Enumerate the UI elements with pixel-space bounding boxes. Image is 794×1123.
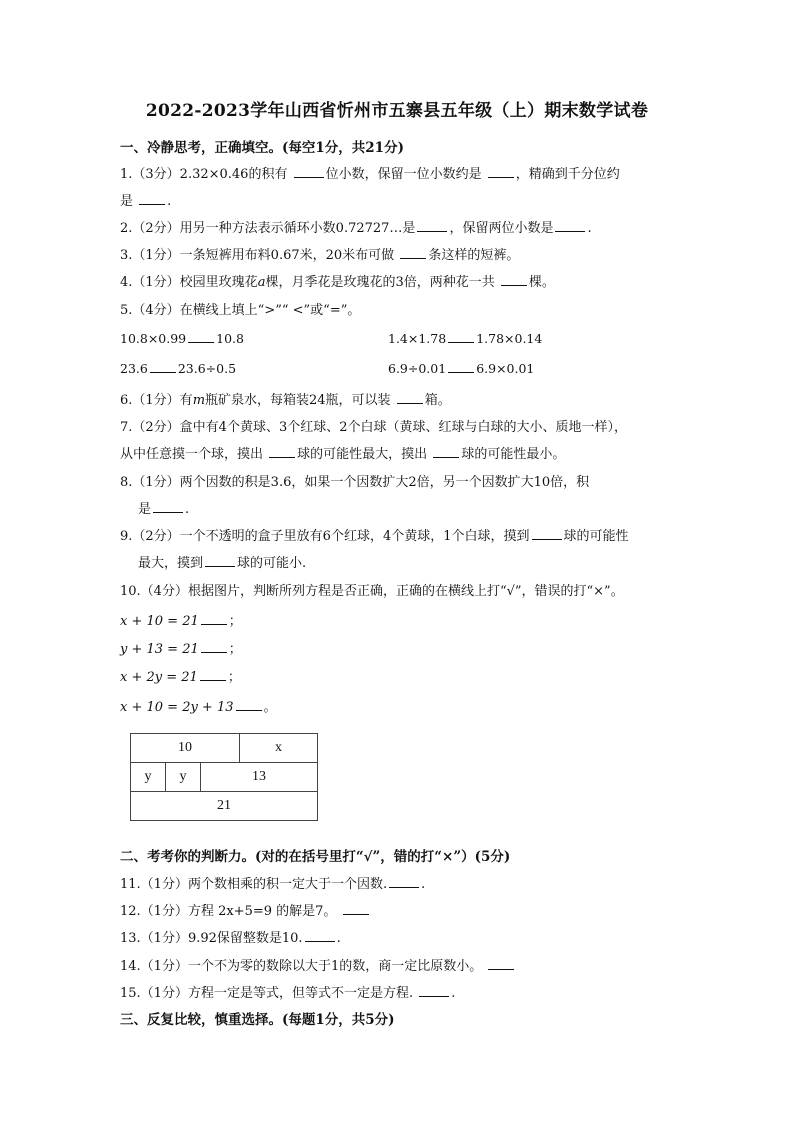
question-3: 3.（1分）一条短裤用布料0.67米，20米布可做 条这样的短裤。: [120, 248, 520, 263]
answer-blank[interactable]: [201, 640, 227, 653]
answer-blank[interactable]: [400, 246, 426, 259]
q5-row1-right: 1.4×1.78 1.78×0.14: [388, 331, 543, 346]
question-2: 2.（2分）用另一种方法表示循环小数0.72727…是 ，保留两位小数是 .: [120, 221, 592, 236]
q5-row2-left: 23.6 23.6÷0.5: [120, 361, 237, 376]
figure-cell-y: y: [131, 763, 166, 792]
answer-blank[interactable]: [150, 360, 176, 373]
answer-blank[interactable]: [200, 668, 226, 681]
q10-eq3: x + 2y = 21 ；: [120, 670, 241, 685]
answer-blank[interactable]: [188, 330, 214, 343]
answer-blank[interactable]: [448, 330, 474, 343]
answer-blank[interactable]: [501, 273, 527, 286]
question-4: 4.（1分）校园里玫瑰花a棵，月季花是玫瑰花的3倍，两种花一共 棵。: [120, 275, 555, 290]
question-9: 9.（2分）一个不透明的盒子里放有6个红球，4个黄球，1个白球，摸到 球的可能性: [120, 529, 629, 544]
answer-blank[interactable]: [417, 219, 447, 232]
question-8: 8.（1分）两个因数的积是3.6，如果一个因数扩大2倍，另一个因数扩大10倍，积: [120, 475, 590, 490]
q10-eq2: y + 13 = 21 ；: [120, 642, 242, 657]
question-7: 7.（2分）盒中有4个黄球、3个红球、2个白球（黄球、红球与白球的大小、质地一样），: [120, 420, 627, 435]
section-2-heading: 二、考考你的判断力。(对的在括号里打“√”，错的打“×”）(5分): [120, 849, 511, 865]
q5-row2-right: 6.9÷0.01 6.9×0.01: [388, 361, 535, 376]
question-13: 13.（1分）9.92保留整数是10. .: [120, 931, 341, 946]
answer-blank[interactable]: [139, 192, 165, 205]
answer-blank[interactable]: [269, 445, 295, 458]
answer-blank[interactable]: [305, 929, 335, 942]
figure-cell-10: 10: [131, 734, 240, 763]
figure-cell-x: x: [240, 734, 318, 763]
answer-blank[interactable]: [448, 360, 474, 373]
answer-blank[interactable]: [419, 984, 449, 997]
answer-blank[interactable]: [555, 219, 585, 232]
section-3-heading: 三、反复比较，慎重选择。(每题1分，共5分): [120, 1012, 395, 1028]
question-6: 6.（1分）有m瓶矿泉水，每箱装24瓶，可以装 箱。: [120, 393, 451, 408]
question-8-cont: 是 .: [138, 502, 190, 517]
answer-blank[interactable]: [389, 875, 419, 888]
answer-blank[interactable]: [532, 527, 562, 540]
question-1-cont: 是 .: [120, 194, 172, 209]
figure-cell-21: 21: [131, 792, 318, 821]
question-14: 14.（1分）一个不为零的数除以大于1的数，商一定比原数小。: [120, 955, 516, 974]
section-1-heading: 一、冷静思考，正确填空。(每空1分，共21分): [120, 140, 404, 156]
q10-eq1: x + 10 = 21 ；: [120, 614, 242, 629]
answer-blank[interactable]: [236, 698, 262, 711]
question-9-cont: 最大，摸到 球的可能小.: [138, 556, 307, 571]
q5-row1-left: 10.8×0.99 10.8: [120, 331, 244, 346]
answer-blank[interactable]: [488, 957, 514, 970]
figure-cell-y: y: [166, 763, 201, 792]
answer-blank[interactable]: [294, 165, 324, 178]
answer-blank[interactable]: [201, 612, 227, 625]
question-7-cont: 从中任意摸一个球，摸出 球的可能性最大，摸出 球的可能性最小。: [120, 447, 566, 462]
answer-blank[interactable]: [343, 902, 369, 915]
question-11: 11.（1分）两个数相乘的积一定大于一个因数. .: [120, 877, 426, 892]
answer-blank[interactable]: [205, 554, 235, 567]
question-12: 12.（1分）方程 2x+5=9 的解是7。: [120, 900, 371, 919]
figure-cell-13: 13: [201, 763, 318, 792]
q10-eq4: x + 10 = 2y + 13 。: [120, 700, 277, 715]
equation-figure: [130, 733, 318, 821]
answer-blank[interactable]: [433, 445, 459, 458]
question-10: 10.（4分）根据图片，判断所列方程是否正确，正确的在横线上打“√”，错误的打“×”。: [120, 584, 624, 599]
answer-blank[interactable]: [153, 500, 183, 513]
answer-blank[interactable]: [397, 391, 423, 404]
question-5: 5.（4分）在横线上填上“>”“ <”或“=”。: [120, 303, 361, 318]
question-1: 1.（3分）2.32×0.46的积有 位小数，保留一位小数约是 ，精确到千分位约: [120, 167, 620, 182]
page-title: 2022-2023学年山西省忻州市五寨县五年级（上）期末数学试卷: [145, 101, 649, 121]
answer-blank[interactable]: [488, 165, 514, 178]
question-15: 15.（1分）方程一定是等式，但等式不一定是方程. .: [120, 986, 456, 1001]
